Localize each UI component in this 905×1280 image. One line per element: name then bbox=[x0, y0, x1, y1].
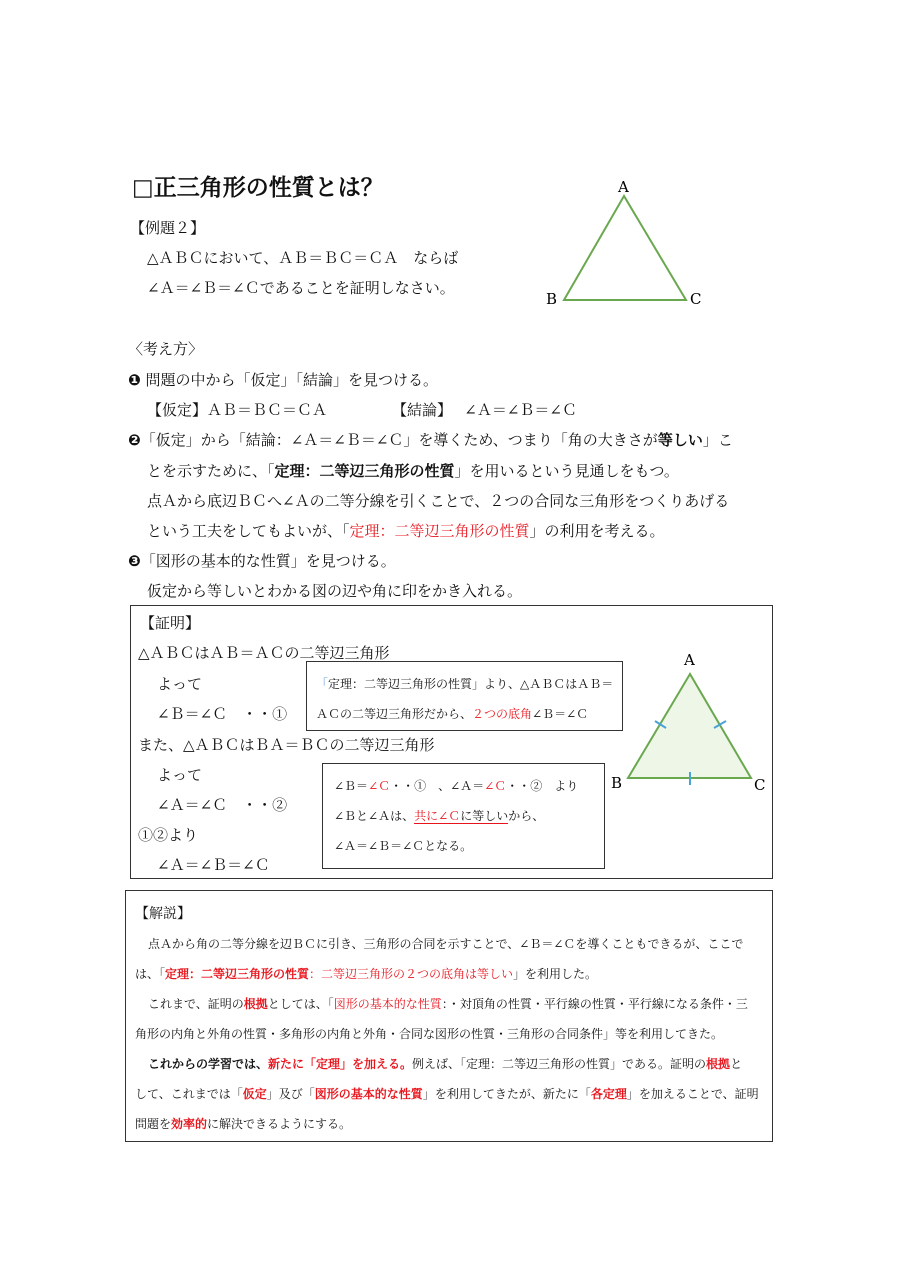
expl-p1-text-a: は、「 bbox=[135, 967, 166, 981]
note2-line-2 bbox=[334, 807, 544, 824]
conclusion-line bbox=[392, 399, 577, 420]
conclusion-label: 【結論】 bbox=[392, 401, 445, 419]
note1-base-angles: ２つの底角 bbox=[472, 707, 533, 721]
note2-text-e: ・・② より bbox=[506, 779, 579, 793]
proof-line-1: △ＡＢＣはＡＢ＝ＡＣの二等辺三角形 bbox=[138, 644, 390, 662]
assumption-value: ＡＢ＝ＢＣ＝ＣＡ bbox=[207, 401, 328, 419]
expl-p3-text-c: 例えば、「定理：二等辺三角形の性質」である。証明の bbox=[412, 1057, 707, 1071]
note2-line-1 bbox=[334, 777, 578, 794]
expl-p2-basic-props: 図形の基本的な性質 bbox=[333, 997, 442, 1011]
note2-angle-c-2: ∠Ｃ bbox=[484, 779, 507, 793]
assumption-line bbox=[147, 399, 327, 420]
vertex-label-c: C bbox=[690, 290, 702, 308]
expl-p3-basis: 根拠 bbox=[706, 1057, 731, 1071]
expl-p3-text-e: と bbox=[730, 1057, 743, 1071]
expl-p3-text-3a: 問題を bbox=[135, 1117, 172, 1131]
expl-p3-line-2 bbox=[135, 1085, 759, 1102]
step2-line-1 bbox=[128, 429, 733, 450]
expl-p2-text-a: これまで、証明の bbox=[148, 997, 244, 1011]
expl-p1-text-d: 」を利用した。 bbox=[513, 967, 598, 981]
expl-p3-new-theorem: 新たに「定理」を加える。 bbox=[268, 1057, 413, 1071]
step1-text: 問題の中から「仮定」「結論」を見つける。 bbox=[145, 371, 438, 389]
expl-p1-line-2 bbox=[135, 965, 597, 982]
expl-p3-text-2c: 」及び「 bbox=[266, 1087, 315, 1101]
note1-text-e: ∠Ｂ＝∠Ｃ bbox=[532, 707, 589, 721]
step1-line bbox=[128, 369, 438, 390]
proof-triangle-figure bbox=[606, 648, 776, 798]
assumption-label: 【仮定】 bbox=[147, 401, 208, 419]
expl-p2-line-2: 角形の内角と外角の性質・多角形の内角と外角・合同な図形の性質・三角形の合同条件」等を利用してきた。 bbox=[135, 1027, 724, 1041]
expl-p3-line-1 bbox=[148, 1055, 742, 1072]
example-label: 【例題２】 bbox=[130, 219, 206, 237]
step2-line-4 bbox=[147, 520, 665, 541]
approach-heading: 〈考え方〉 bbox=[128, 340, 204, 358]
note2-both: 共に bbox=[414, 809, 439, 823]
explanation-label: 【解説】 bbox=[135, 906, 191, 922]
note1-text-b: 定理：二等辺三角形の性質」より、△ＡＢＣはＡＢ＝ bbox=[328, 677, 614, 691]
expl-p3-line-3 bbox=[135, 1115, 351, 1132]
step2-text-2a: とを示すために、「 bbox=[147, 462, 275, 480]
step2-text-1a: 「仮定」から「結論：∠Ａ＝∠Ｂ＝∠Ｃ」を導くため、つまり「角の大きさが bbox=[140, 431, 658, 449]
triangle-outline bbox=[564, 196, 686, 300]
page-title: □正三角形の性質とは？ bbox=[132, 175, 384, 201]
step2-line-3: 点Ａから底辺ＢＣへ∠Ａの二等分線を引くことで、２つの合同な三角形をつくりあげる bbox=[147, 492, 730, 510]
proof-vertex-a: A bbox=[684, 651, 695, 669]
step2-text-4a: という工夫をしてもよいが、「 bbox=[147, 522, 350, 540]
expl-p2-text-c: としては、「 bbox=[267, 997, 334, 1011]
expl-p1-line-1: 点Ａから角の二等分線を辺ＢＣに引き、三角形の合同を示すことで、∠Ｂ＝∠Ｃを導くこともできるが、ここで bbox=[148, 937, 744, 951]
proof-line-4: また、△ＡＢＣはＢＡ＝ＢＣの二等辺三角形 bbox=[138, 736, 435, 754]
expl-p1-theorem: 定理：二等辺三角形の性質 bbox=[165, 967, 310, 981]
expl-p3-efficient: 効率的 bbox=[171, 1117, 208, 1131]
expl-p3-text-2g: 」を加えることで、証明 bbox=[626, 1087, 759, 1101]
proof-line-7: ①②より bbox=[138, 826, 199, 844]
proof-vertex-c: C bbox=[754, 776, 766, 794]
proof-vertex-b: B bbox=[611, 774, 623, 792]
step3-line-1 bbox=[128, 550, 396, 571]
expl-p3-text-3c: に解決できるようにする。 bbox=[207, 1117, 352, 1131]
step3-number: ❸ bbox=[128, 552, 141, 570]
proof-line-3: ∠Ｂ＝∠Ｃ ・・① bbox=[157, 705, 288, 723]
expl-p3-assumption: 仮定 bbox=[242, 1087, 267, 1101]
note2-text-a: ∠Ｂ＝ bbox=[334, 779, 369, 793]
note1-line-2 bbox=[316, 705, 588, 722]
conclusion-value: ∠Ａ＝∠Ｂ＝∠Ｃ bbox=[464, 401, 578, 419]
example-line-2: ∠Ａ＝∠Ｂ＝∠Ｃであることを証明しなさい。 bbox=[147, 279, 455, 297]
equilateral-triangle-figure bbox=[540, 175, 720, 310]
note2-text-f: ∠Ｂと∠Ａは、 bbox=[334, 809, 415, 823]
note2-text-j: から、 bbox=[508, 809, 545, 823]
proof-line-6: ∠Ａ＝∠Ｃ ・・② bbox=[157, 796, 288, 814]
proof-line-2: よって bbox=[157, 675, 203, 693]
step2-number: ❷ bbox=[128, 431, 141, 449]
expl-p3-text-a: これからの学習では、 bbox=[148, 1057, 269, 1071]
step2-text-equal: 等しい bbox=[657, 431, 703, 449]
expl-p2-text-e: ：・対頂角の性質・平行線の性質・平行線になる条件・三 bbox=[441, 997, 748, 1011]
explanation-box bbox=[125, 890, 773, 1142]
expl-p3-each-theorem: 各定理 bbox=[590, 1087, 627, 1101]
step2-theorem: 定理：二等辺三角形の性質 bbox=[274, 462, 455, 480]
proof-line-8: ∠Ａ＝∠Ｂ＝∠Ｃ bbox=[157, 856, 270, 874]
step2-text-4c: 」の利用を考える。 bbox=[529, 522, 665, 540]
note1-bracket: 「 bbox=[316, 677, 329, 691]
expl-p2-line-1 bbox=[148, 995, 748, 1012]
expl-p3-text-2e: 」を利用してきたが、新たに「 bbox=[422, 1087, 591, 1101]
step3-line-2: 仮定から等しいとわかる図の辺や角に印をかき入れる。 bbox=[147, 582, 523, 600]
step3-text: 「図形の基本的な性質」を見つける。 bbox=[140, 552, 396, 570]
step2-line-2 bbox=[147, 460, 679, 481]
step1-number: ❶ bbox=[128, 371, 141, 389]
note2-angle-c-3: ∠Ｃ bbox=[438, 809, 461, 823]
note2-text-c: ・・① 、∠Ａ＝ bbox=[390, 779, 485, 793]
vertex-label-a: A bbox=[618, 178, 629, 196]
note2-equal: に等しい bbox=[460, 809, 509, 823]
step2-theorem-red: 定理：二等辺三角形の性質 bbox=[349, 522, 530, 540]
note1-line-1 bbox=[316, 675, 613, 692]
note1-text-c: ＡＣの二等辺三角形だから、 bbox=[316, 707, 473, 721]
expl-p3-text-2a: して、これまでは「 bbox=[135, 1087, 243, 1101]
proof-triangle-outline bbox=[628, 674, 751, 778]
proof-line-5: よって bbox=[157, 766, 203, 784]
expl-p1-theorem-desc: ：二等辺三角形の２つの底角は等しい bbox=[309, 967, 514, 981]
expl-p3-basic-props: 図形の基本的な性質 bbox=[314, 1087, 423, 1101]
note2-angle-c-1: ∠Ｃ bbox=[368, 779, 391, 793]
vertex-label-b: B bbox=[546, 290, 558, 308]
proof-label: 【証明】 bbox=[140, 614, 201, 632]
step2-text-2c: 」を用いるという見通しをもつ。 bbox=[454, 462, 679, 480]
step2-text-1c: 」こ bbox=[702, 431, 733, 449]
note2-line-3: ∠Ａ＝∠Ｂ＝∠Ｃとなる。 bbox=[334, 839, 473, 853]
expl-p2-basis: 根拠 bbox=[243, 997, 268, 1011]
example-line-1: △ＡＢＣにおいて、ＡＢ＝ＢＣ＝ＣＡ ならば bbox=[147, 249, 459, 267]
